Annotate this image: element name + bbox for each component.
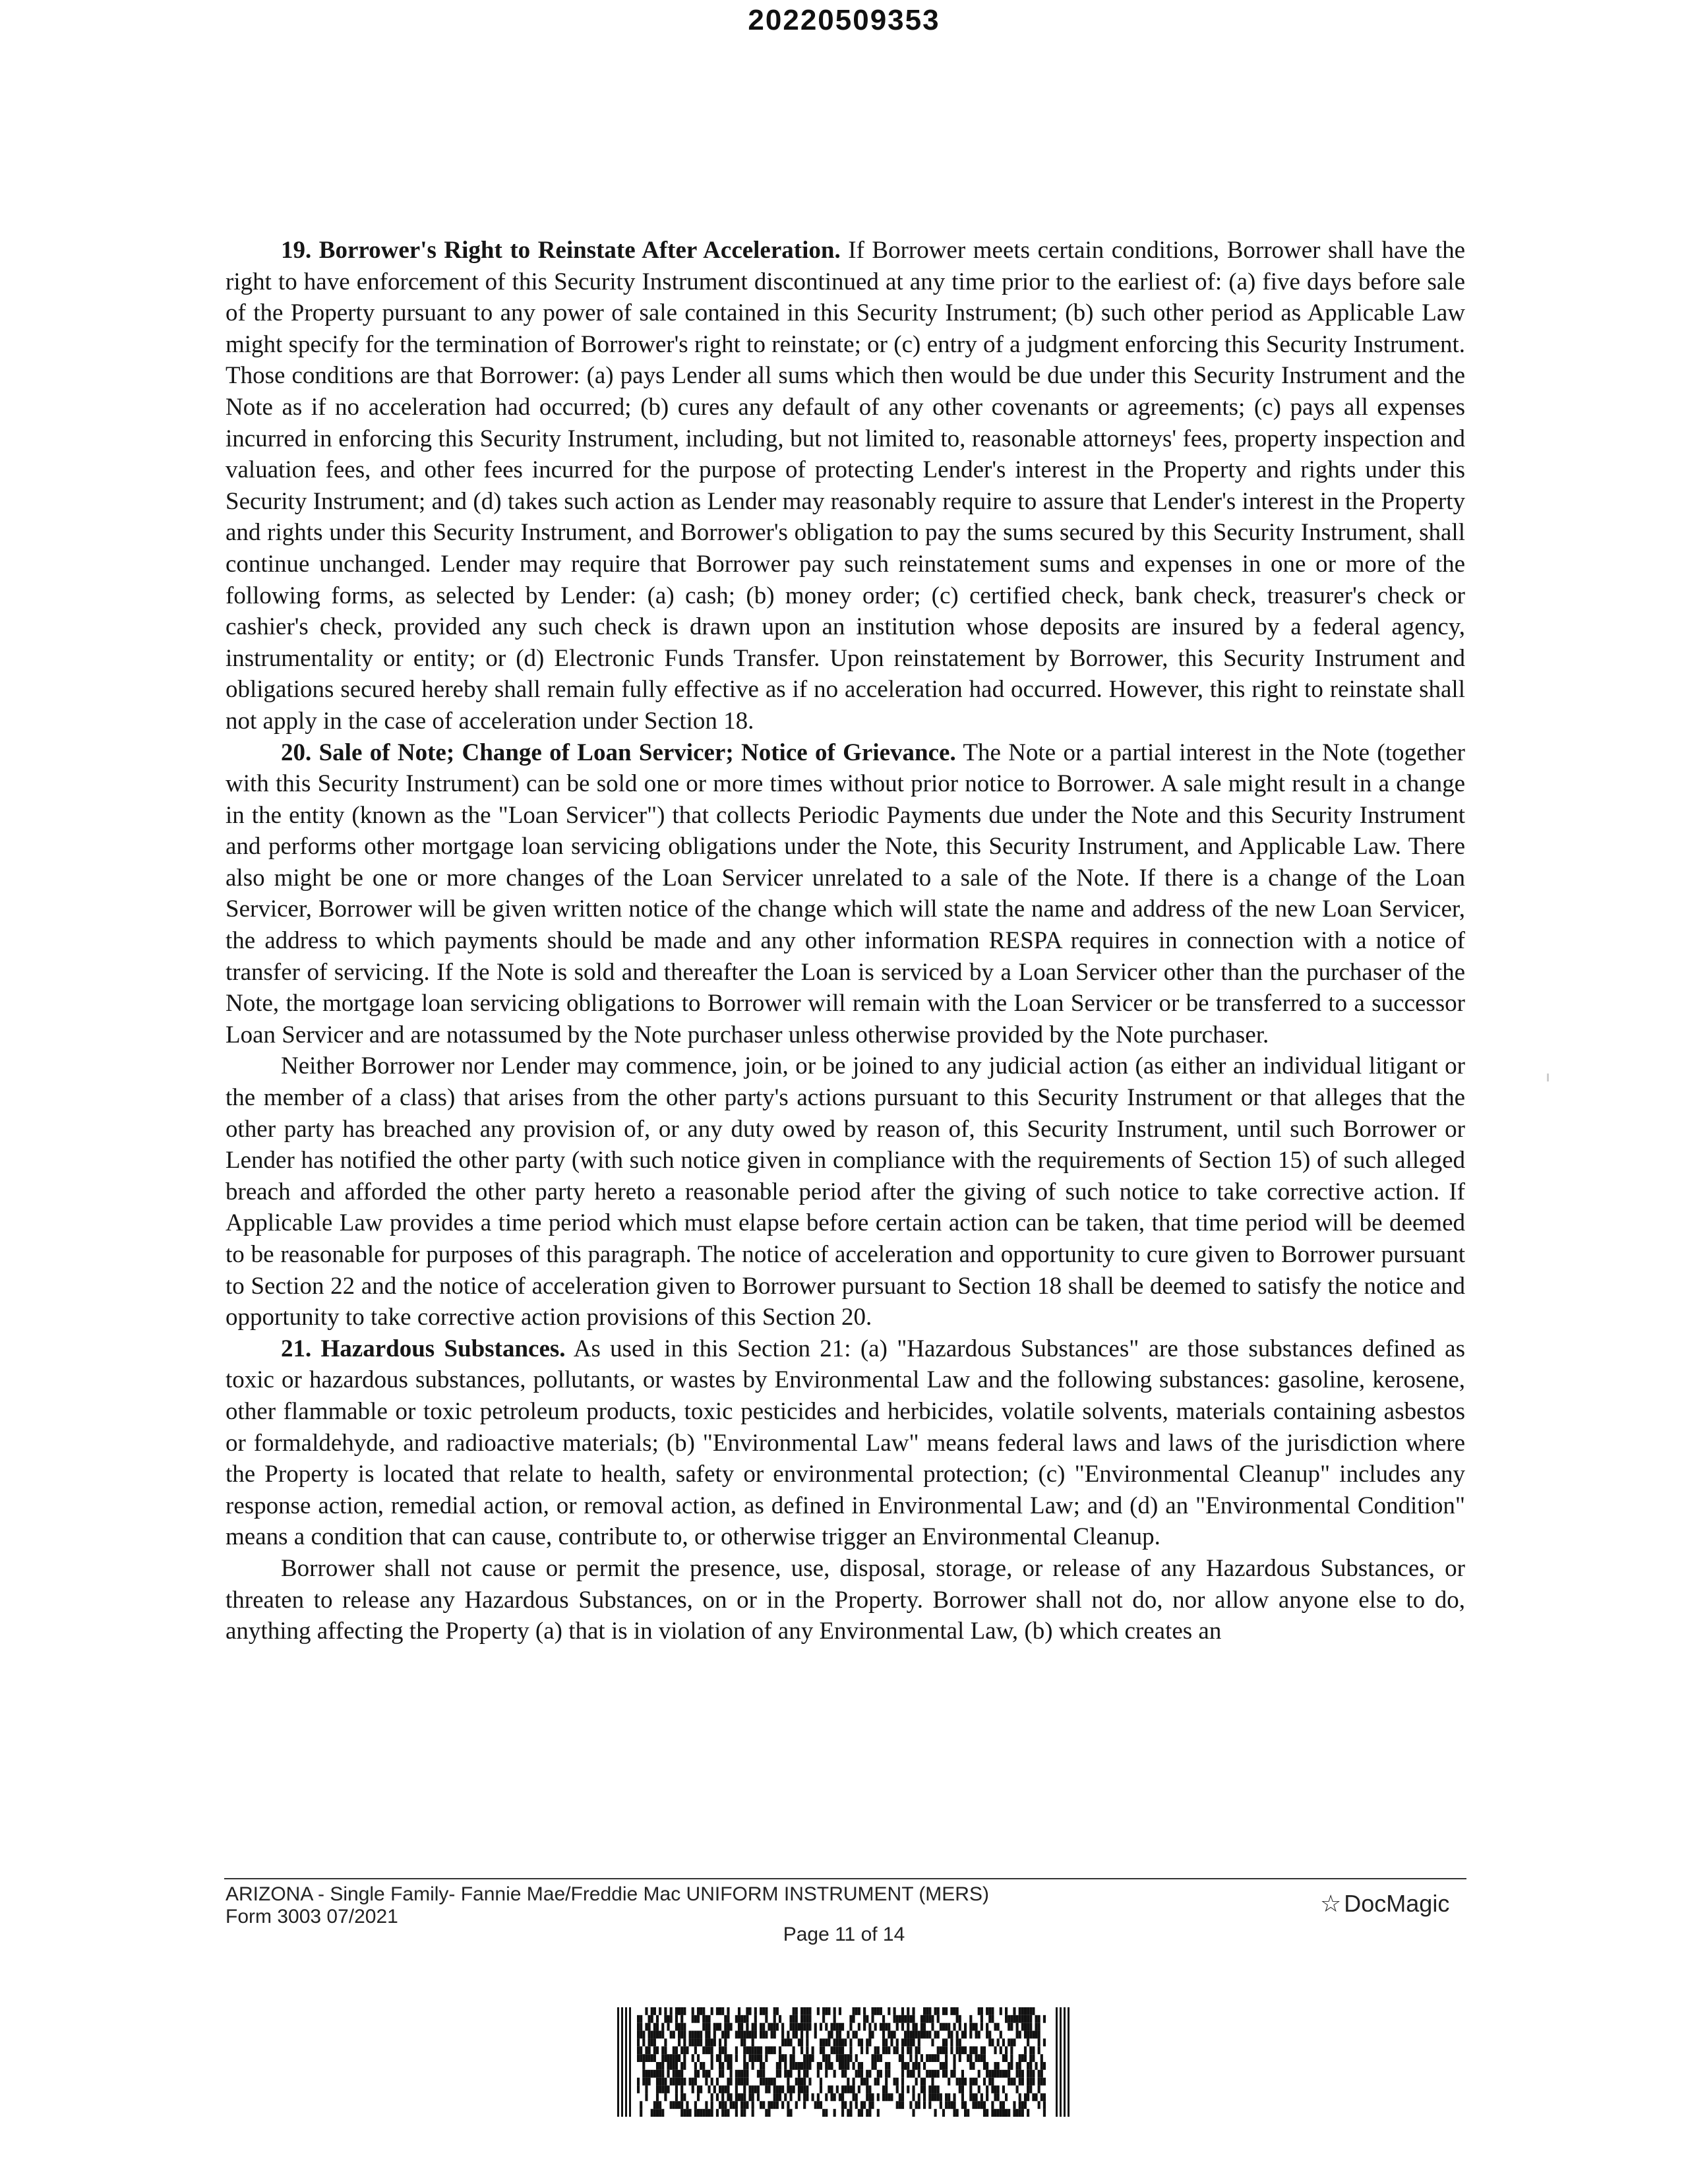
document-body — [226, 235, 1465, 1647]
section-20 — [226, 737, 1465, 1051]
page-number: Page 11 of 14 — [783, 1924, 905, 1945]
section-19-body: If Borrower meets certain conditions, Borrower shall have the right to have enforcement of this Security Instrument discontinued at any time prior to the earliest of: (a) five days before sale of the Property pursuant to any power of sale contained in this Security Instrument; (b) such other period as Applicable Law might specify for the termination of Borrower's right to reinstate; or (c) entry of a judgment enforcing this Security Instrument. Those conditions are that Borrower: (a) pays Lender all sums which then would be due under this Security Instrument and the Note as if no acceleration had occurred; (b) cures any default of any other covenants or agreements; (c) pays all expenses incurred in enforcing this Security Instrument, including, but not limited to, reasonable attorneys' fees, property inspection and valuation fees, and other fees incurred for the purpose of protecting Lender's interest in the Property and rights under this Security Instrument; and (d) takes such action as Lender may reasonably require to assure that Lender's interest in the Property and rights under this Security Instrument, and Borrower's obligation to pay the sums secured by this Security Instrument, shall continue unchanged. Lender may require that Borrower pay such reinstatement sums and expenses in one or more of the following forms, as selected by Lender: (a) cash; (b) money order; (c) certified check, bank check, treasurer's check or cashier's check, provided any such check is drawn upon an institution whose deposits are insured by a federal agency, instrumentality or entity; or (d) Electronic Funds Transfer. Upon reinstatement by Borrower, this Security Instrument and obligations secured hereby shall remain fully effective as if no acceleration had occurred. However, this right to reinstate shall not apply in the case of acceleration under Section 18. — [226, 237, 1465, 735]
section-19 — [226, 235, 1465, 737]
barcode — [617, 2007, 1071, 2117]
footer-divider — [224, 1878, 1466, 1879]
section-20-body: The Note or a partial interest in the Note (together with this Security Instrument) can be sold one or more times without prior notice to Borrower. A sale might result in a change in the entity (known as the "Loan Servicer") that collects Periodic Payments due under the Note and this Security Instrument and performs other mortgage loan servicing obligations under the Note, this Security Instrument, and Applicable Law. There also might be one or more changes of the Loan Servicer unrelated to a sale of the Note. If there is a change of the Loan Servicer, Borrower will be given written notice of the change which will state the name and address of the new Loan Servicer, the address to which payments should be made and any other information RESPA requires in connection with a notice of transfer of servicing. If the Note is sold and thereafter the Loan is serviced by a Loan Servicer other than the purchaser of the Note, the mortgage loan servicing obligations to Borrower will remain with the Loan Servicer or be transferred to a successor Loan Servicer and are notassumed by the Note purchaser unless otherwise provided by the Note purchaser. — [226, 739, 1465, 1048]
docmagic-logo — [1320, 1890, 1449, 1918]
scan-artifact — [1547, 1074, 1549, 1081]
section-19-heading: 19. Borrower's Right to Reinstate After Acceleration. — [281, 237, 841, 264]
footer-form-title: ARIZONA - Single Family- Fannie Mae/Freddie Mac UNIFORM INSTRUMENT (MERS) — [226, 1883, 989, 1905]
footer-form-number: Form 3003 07/2021 — [226, 1906, 398, 1927]
section-20-paragraph-2: Neither Borrower nor Lender may commence, join, or be joined to any judicial action (as either an individual litigant or the member of a class) that arises from the other party's actions pursuant to this Security Instrument or that alleges that the other party has breached any provision of, or any duty owed by reason of, this Security Instrument, until such Borrower or Lender has notified the other party (with such notice given in compliance with the requirements of Section 15) of such alleged breach and afforded the other party hereto a reasonable period after the giving of such notice to take corrective action. If Applicable Law provides a time period which must elapse before certain action can be taken, that time period will be deemed to be reasonable for purposes of this paragraph. The notice of acceleration and opportunity to cure given to Borrower pursuant to Section 22 and the notice of acceleration given to Borrower pursuant to Section 18 shall be deemed to satisfy the notice and opportunity to take corrective action provisions of this Section 20. — [226, 1052, 1465, 1331]
section-20-heading: 20. Sale of Note; Change of Loan Servicer; Notice of Grievance. — [281, 739, 956, 766]
section-21-heading: 21. Hazardous Substances. — [281, 1335, 566, 1362]
section-21 — [226, 1333, 1465, 1553]
section-21-paragraph-2: Borrower shall not cause or permit the presence, use, disposal, storage, or release of any Hazardous Substances, or threaten to release any Hazardous Substances, on or in the Property. Borrower shall not do, nor allow anyone else to do, anything affecting the Property (a) that is in violation of any Environmental Law, (b) which creates an — [226, 1554, 1465, 1645]
section-21-body: As used in this Section 21: (a) "Hazardous Substances" are those substances defined as toxic or hazardous substances, pollutants, or wastes by Environmental Law and the following substances: gasoline, kerosene, other flammable or toxic petroleum products, toxic pesticides and herbicides, volatile solvents, materials containing asbestos or formaldehyde, and radioactive materials; (b) "Environmental Law" means federal laws and laws of the jurisdiction where the Property is located that relate to health, safety or environmental protection; (c) "Environmental Cleanup" includes any response action, remedial action, or removal action, as defined in Environmental Law; and (d) an "Environmental Condition" means a condition that can cause, contribute to, or otherwise trigger an Environmental Cleanup. — [226, 1335, 1465, 1551]
document-number: 20220509353 — [748, 4, 940, 36]
star-outline-icon: ☆ — [1320, 1890, 1342, 1917]
docmagic-logo-text: DocMagic — [1344, 1890, 1450, 1917]
footer-form-info — [226, 1883, 989, 1928]
